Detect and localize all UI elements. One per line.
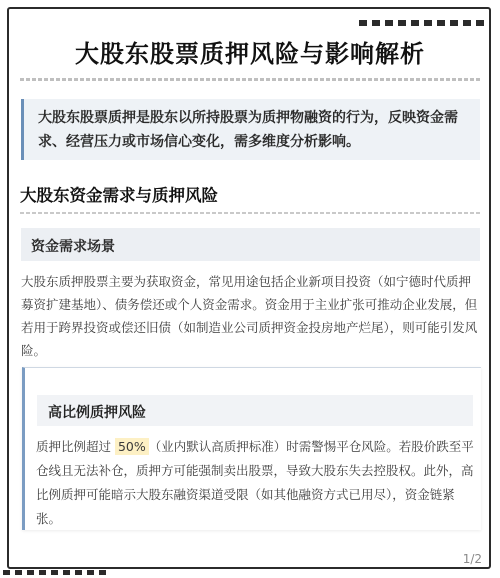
card-heading: 高比例质押风险: [37, 395, 473, 426]
section-divider: [20, 212, 480, 214]
section-title: 大股东资金需求与质押风险: [20, 186, 218, 205]
decorative-dashes-top: [359, 20, 484, 26]
card-text-before: 质押比例超过: [36, 439, 115, 454]
card-body: [36, 435, 476, 531]
page-title: 大股东股票质押风险与影响解析: [75, 40, 425, 68]
page-number: 1/2: [462, 552, 482, 566]
risk-card: [22, 367, 481, 530]
intro-callout: 大股东股票质押是股东以所持股票为质押物融资的行为，反映资金需求、经营压力或市场信心变化，需多维度分析影响。: [21, 99, 480, 160]
section-paragraph: 大股东质押股票主要为获取资金，常见用途包括企业新项目投资（如宁德时代质押募资扩建基地）、债务偿还或个人资金需求。资金用于主业扩张可推动企业发展，但若用于跨界投资或偿还旧债（如制造业公司质押资金投房地产烂尾），则可能引发风险。: [21, 274, 478, 358]
decorative-dashes-bottom: [3, 570, 106, 575]
sub-heading: 资金需求场景: [21, 228, 480, 261]
title-divider: [20, 78, 480, 81]
card-text-after: （业内默认高质押标准）时需警惕平仓风险。若股价跌至平仓线且无法补仓，质押方可能强制卖出股票，导致大股东失去控股权。此外，高比例质押可能暗示大股东融资渠道受限（如其他融资方式已用尽），资金链紧张。: [36, 439, 474, 526]
highlight-percentage: 50%: [115, 438, 149, 455]
